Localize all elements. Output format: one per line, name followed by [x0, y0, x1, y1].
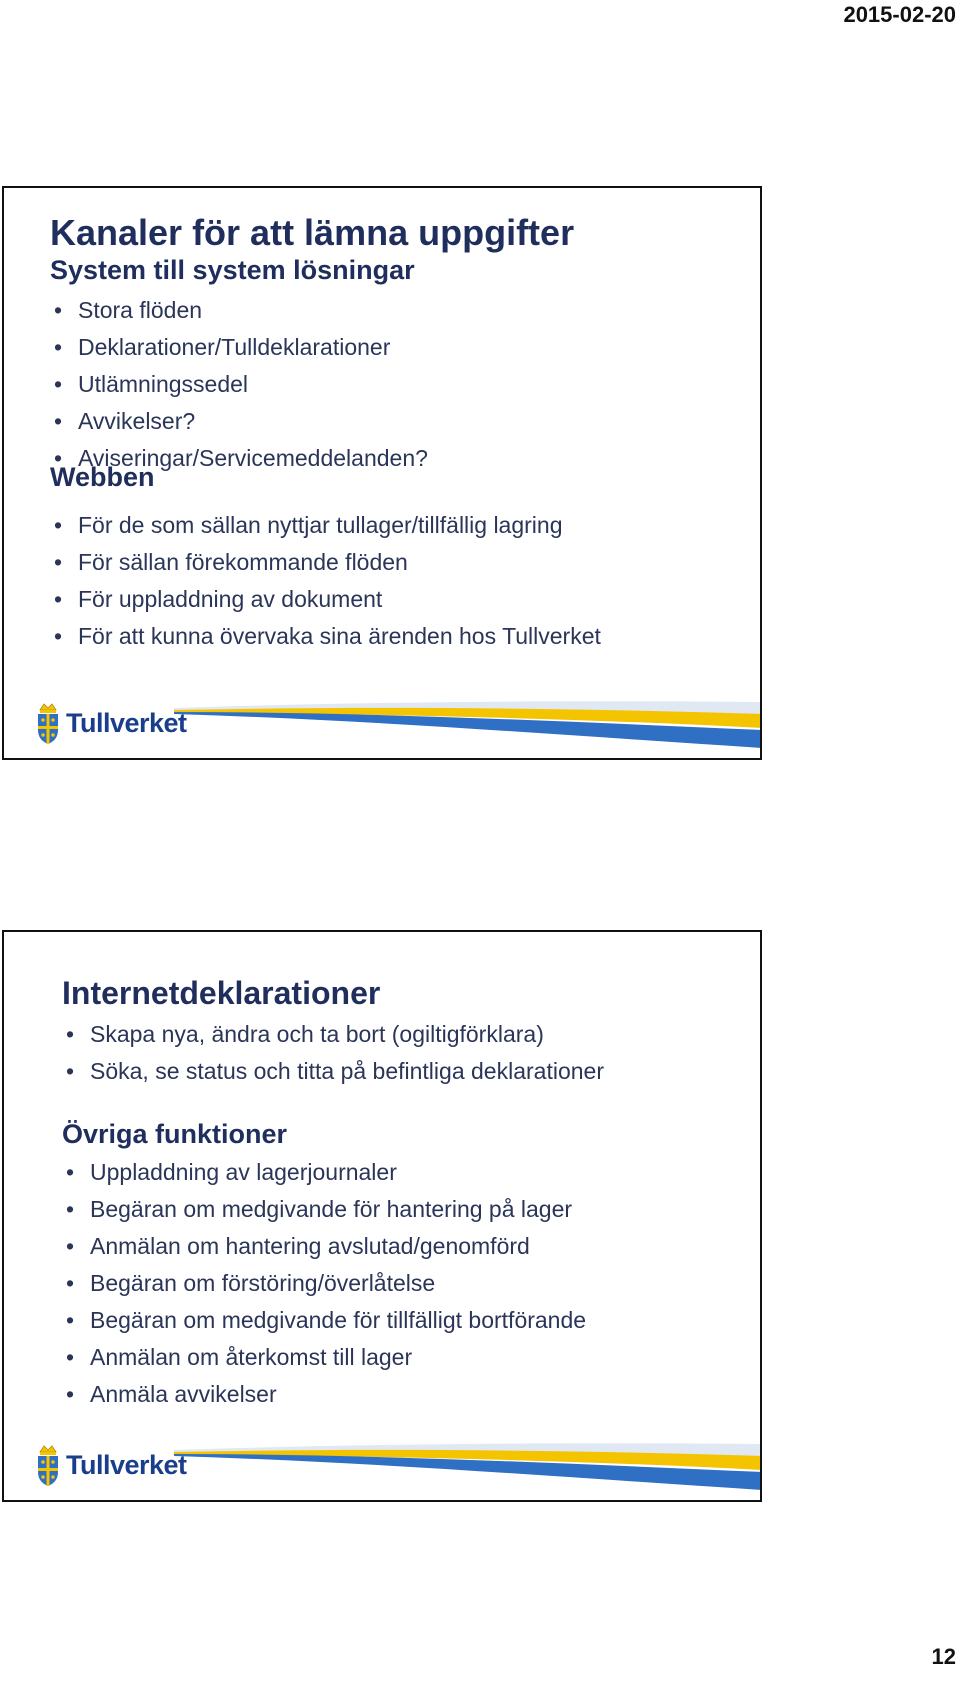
- section-heading-webben: Webben: [50, 462, 155, 492]
- slide-1-content: [50, 212, 601, 655]
- bullet-list-webben: [50, 507, 601, 655]
- list-item: • Anmälan om hantering avslutad/genomförd: [62, 1228, 604, 1265]
- swoosh-decoration: [174, 688, 762, 748]
- list-item: • Uppladdning av lagerjournaler: [62, 1154, 604, 1191]
- section-heading-system: System till system lösningar: [50, 255, 415, 285]
- list-item: • För uppladdning av dokument: [50, 581, 601, 618]
- list-item: • Stora flöden: [50, 292, 601, 329]
- swoosh-decoration: [174, 1430, 762, 1490]
- slide-2-content: [62, 974, 604, 1413]
- tullverket-crest-icon: [34, 700, 62, 746]
- list-item: • Aviseringar/Servicemeddelanden?: [50, 440, 601, 477]
- list-item: • Anmälan om återkomst till lager: [62, 1339, 604, 1376]
- page-number: 12: [931, 1644, 956, 1669]
- bullet-list-internetdeklarationer: [62, 1016, 604, 1090]
- tullverket-logo: [34, 1442, 187, 1488]
- page-date: 2015-02-20: [843, 2, 956, 27]
- list-item: • Avvikelser?: [50, 403, 601, 440]
- list-item: • Söka, se status och titta på befintliga deklarationer: [62, 1053, 604, 1090]
- tullverket-crest-icon: [34, 1442, 62, 1488]
- list-item: • Utlämningssedel: [50, 366, 601, 403]
- list-item: • För att kunna övervaka sina ärenden hos Tullverket: [50, 618, 601, 655]
- list-item: • För de som sällan nyttjar tullager/tillfällig lagring: [50, 507, 601, 544]
- list-item: • Begäran om medgivande för tillfälligt bortförande: [62, 1302, 604, 1339]
- bullet-list-ovriga: [62, 1154, 604, 1413]
- list-item: • Anmäla avvikelser: [62, 1376, 604, 1413]
- logo-text: Tullverket: [66, 707, 187, 738]
- slide-2: [2, 930, 762, 1502]
- slide-title: Kanaler för att lämna uppgifter: [50, 212, 575, 253]
- section-heading-ovriga: Övriga funktioner: [62, 1119, 288, 1149]
- list-item: • För sällan förekommande flöden: [50, 544, 601, 581]
- tullverket-logo: [34, 700, 187, 746]
- list-item: • Deklarationer/Tulldeklarationer: [50, 329, 601, 366]
- list-item: • Begäran om förstöring/överlåtelse: [62, 1265, 604, 1302]
- bullet-list-system: [50, 292, 601, 477]
- list-item: • Begäran om medgivande för hantering på lager: [62, 1191, 604, 1228]
- slide-1: [2, 186, 762, 760]
- logo-text: Tullverket: [66, 1449, 187, 1480]
- section-heading-internetdeklarationer: Internetdeklarationer: [62, 975, 381, 1011]
- spacer: [62, 1090, 604, 1118]
- list-item: • Skapa nya, ändra och ta bort (ogiltigförklara): [62, 1016, 604, 1053]
